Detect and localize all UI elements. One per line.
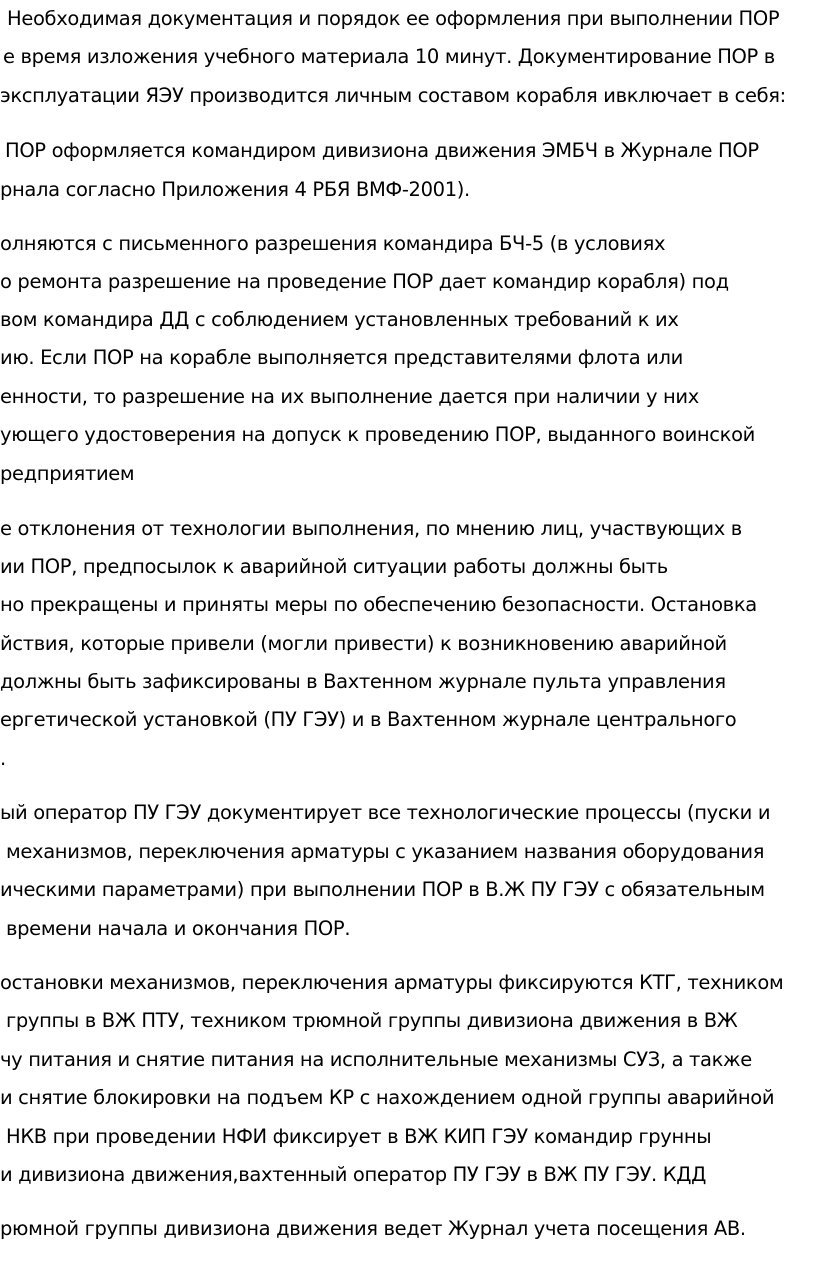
text-line: вом командира ДД с соблюдением установленных требований к их	[0, 308, 679, 331]
text-line: эксплуатации ЯЭУ производится личным составом корабля ивключает в себя:	[0, 84, 786, 107]
text-line: ПОР оформляется командиром дивизиона движения ЭМБЧ в Журнале ПОР	[5, 139, 759, 162]
text-line: должны быть зафиксированы в Вахтенном журнале пульта управления	[0, 670, 726, 693]
text-line: ергетической установкой (ПУ ГЭУ) и в Вахтенном журнале центрального	[0, 708, 737, 731]
text-line: олняются с письменного разрешения командира БЧ-5 (в условиях	[0, 232, 666, 255]
text-line: и дивизиона движения,вахтенный оператор ПУ ГЭУ в ВЖ ПУ ГЭУ. КДД	[0, 1163, 707, 1186]
text-line: ическими параметрами) при выполнении ПОР в В.Ж ПУ ГЭУ с обязательным	[0, 878, 765, 901]
text-line: механизмов, переключения арматуры с указанием названия оборудования	[6, 840, 765, 863]
text-line: е отклонения от технологии выполнения, по мнению лиц, участвующих в	[0, 517, 742, 540]
text-line: редприятием	[0, 462, 135, 485]
text-line: ый оператор ПУ ГЭУ документирует все технологические процессы (пуски и	[0, 801, 771, 824]
text-line: е время изложения учебного материала 10 минут. Документирование ПОР в	[3, 45, 775, 68]
text-line: рюмной группы дивизиона движения ведет Журнал учета посещения АВ.	[0, 1217, 746, 1240]
text-line: йствия, которые привели (могли привести) к возникновению аварийной	[0, 632, 727, 655]
text-line: остановки механизмов, переключения арматуры фиксируются КТГ, техником	[0, 971, 784, 994]
text-line: времени начала и окончания ПОР.	[6, 917, 351, 940]
text-line: чу питания и снятие питания на исполнительные механизмы СУЗ, а также	[0, 1048, 752, 1071]
text-line: рнала согласно Приложения 4 РБЯ ВМФ-2001).	[0, 178, 470, 201]
text-line: .	[0, 747, 6, 770]
text-line: группы в ВЖ ПТУ, техником трюмной группы дивизиона движения в ВЖ	[6, 1009, 738, 1032]
text-line: Необходимая документация и порядок ее оформления при выполнении ПОР	[7, 7, 780, 30]
text-line: о ремонта разрешение на проведение ПОР дает командир корабля) под	[0, 270, 729, 293]
text-line: НКВ при проведении НФИ фиксирует в ВЖ КИП ГЭУ командир грунны	[6, 1125, 712, 1148]
text-line: но прекращены и приняты меры по обеспечению безопасности. Остановка	[0, 593, 757, 616]
text-line: ующего удостоверения на допуск к проведению ПОР, выданного воинской	[0, 423, 755, 446]
text-line: енности, то разрешение на их выполнение дается при наличии у них	[0, 385, 699, 408]
text-line: ию. Если ПОР на корабле выполняется представителями флота или	[0, 346, 683, 369]
text-line: и снятие блокировки на подъем КР с нахождением одной группы аварийной	[0, 1086, 775, 1109]
text-line: ии ПОР, предпосылок к аварийной ситуации работы должны быть	[0, 555, 668, 578]
